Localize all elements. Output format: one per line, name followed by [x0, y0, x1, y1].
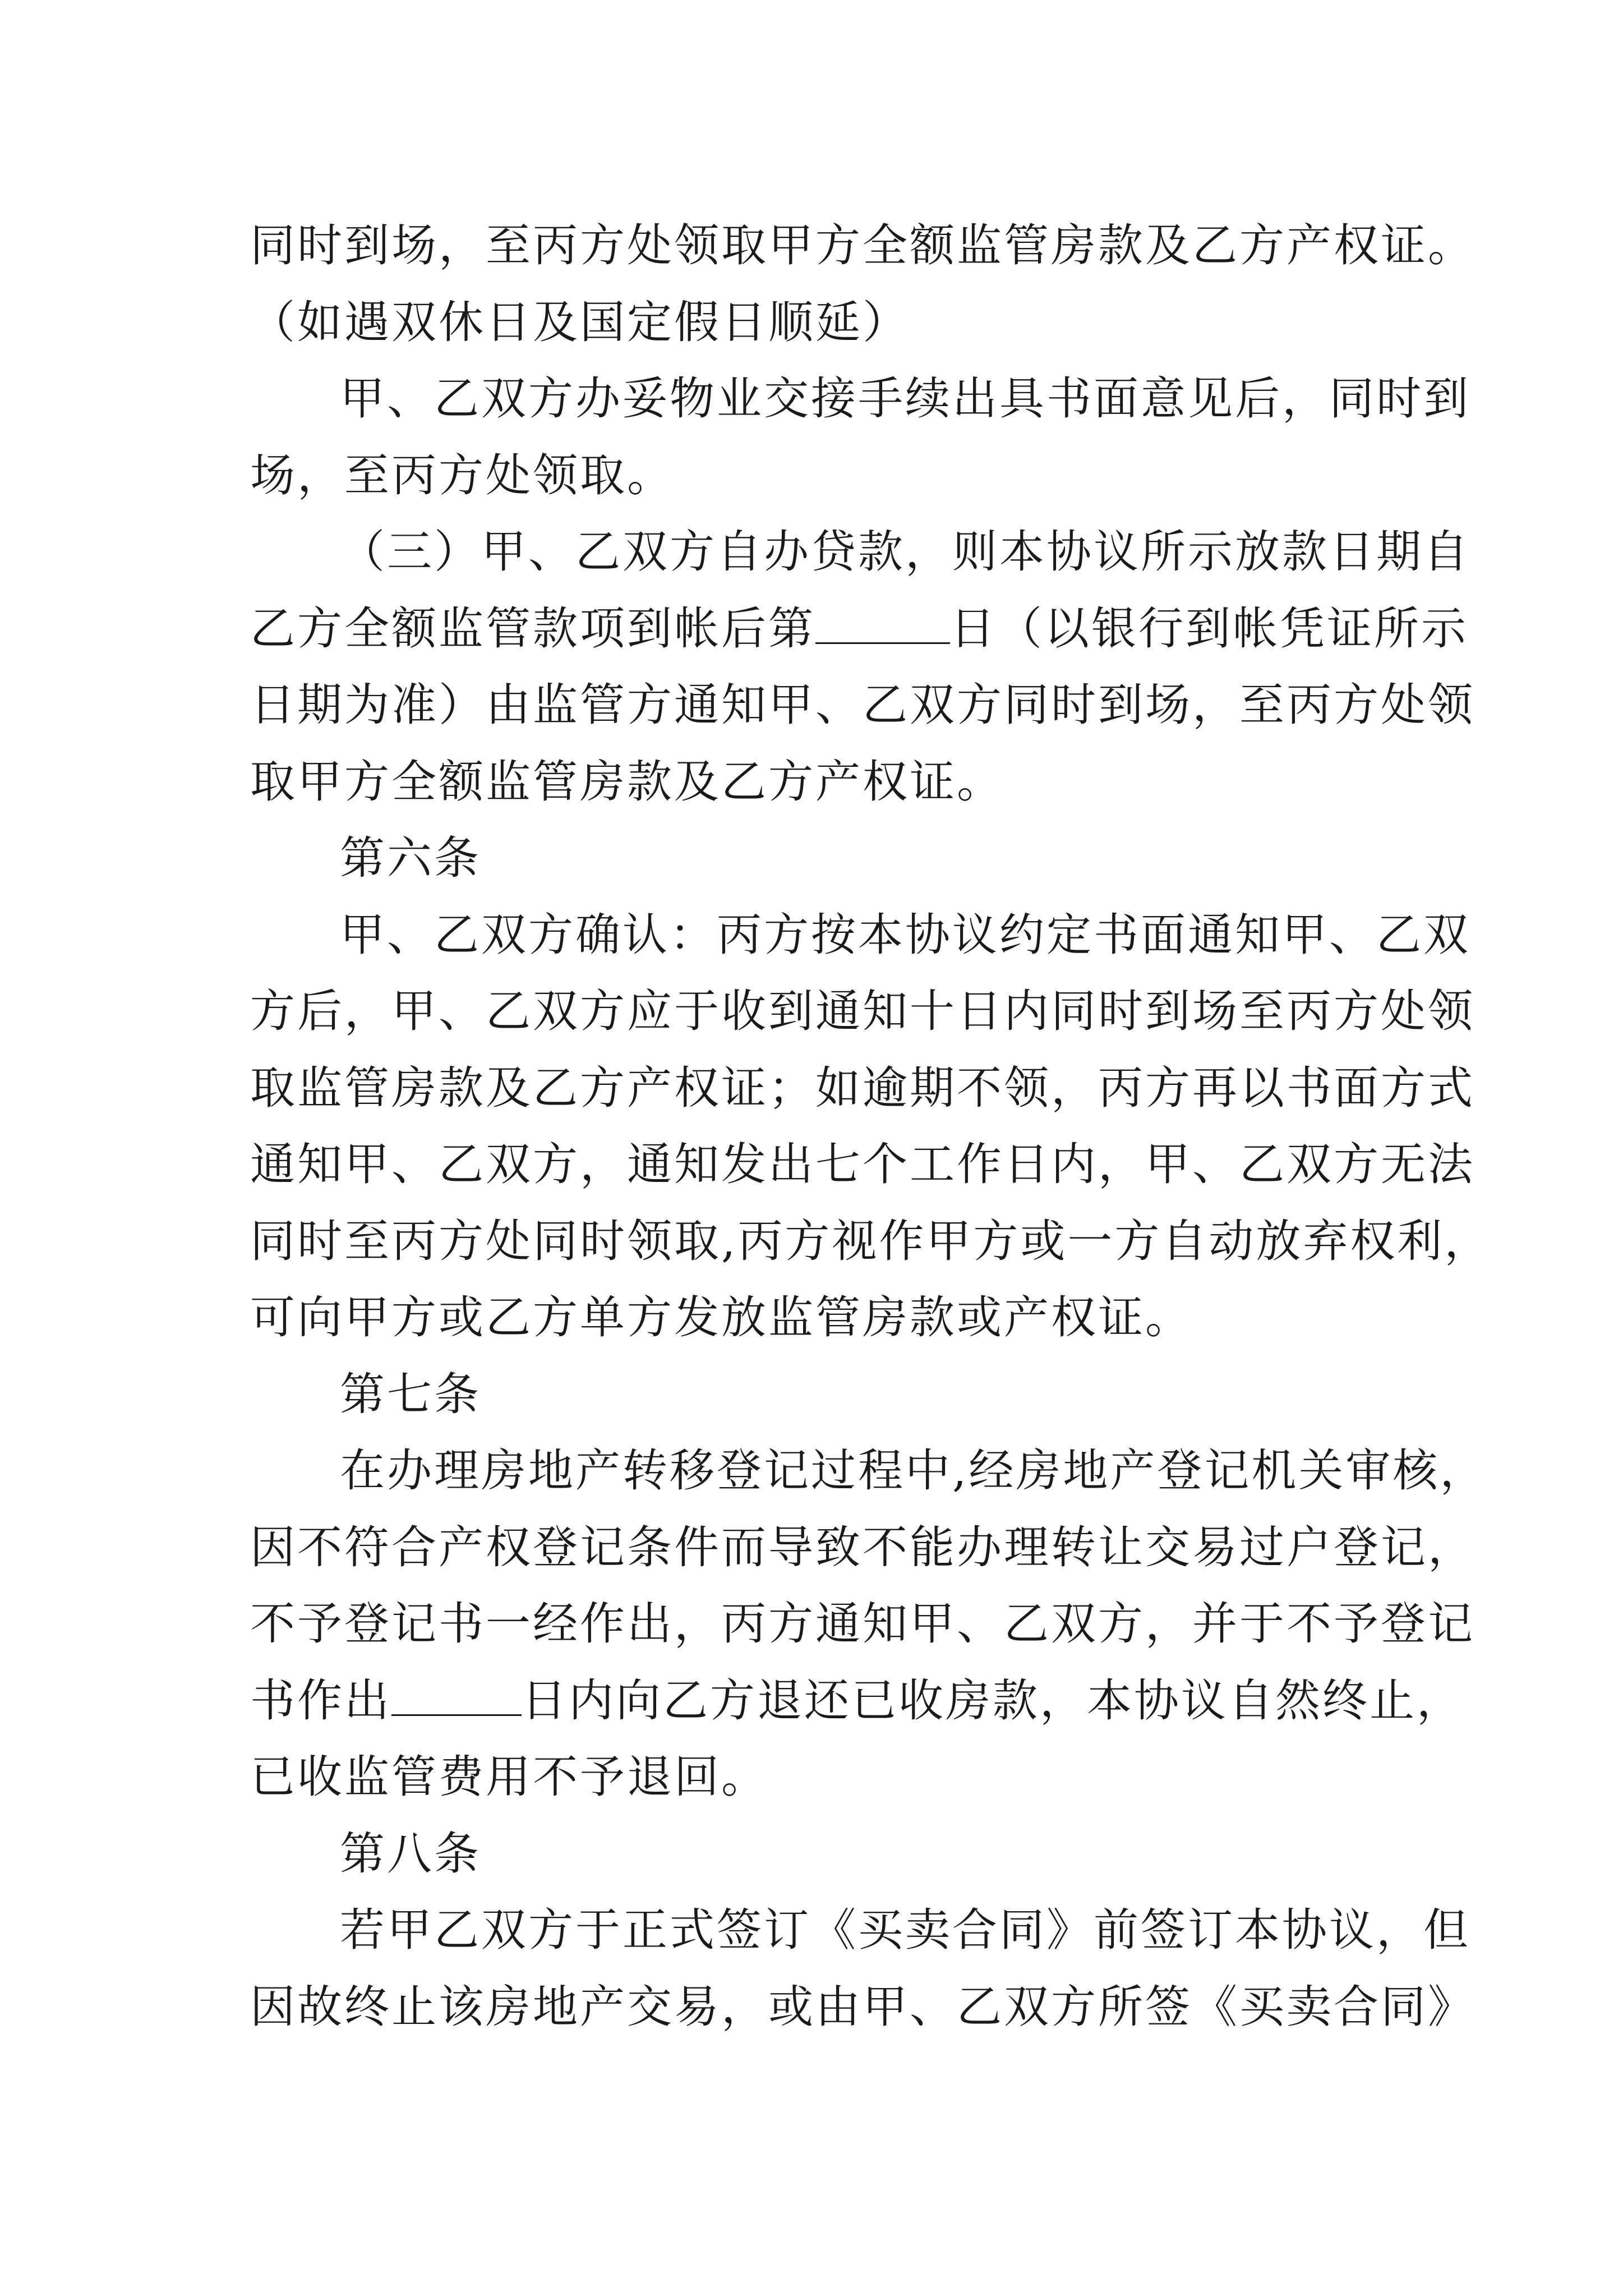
- document-body: [250, 208, 1492, 2045]
- paragraph-line: 日期为准）由监管方通知甲、乙双方同时到场，至丙方处领: [250, 679, 1475, 731]
- paragraph-line: 若甲乙双方于正式签订《买卖合同》前签订本协议，但: [340, 1904, 1470, 1956]
- paragraph-line: 可向甲方或乙方单方发放监管房款或产权证。: [250, 1291, 1192, 1343]
- text-segment: 乙方全额监管款项到帐后第: [250, 602, 815, 655]
- paragraph-line: 同时到场，至丙方处领取甲方全额监管房款及乙方产权证。: [250, 219, 1475, 272]
- paragraph-line: 同时至丙方处同时领取,丙方视作甲方或一方自动放弃权利，: [250, 1214, 1492, 1267]
- paragraph-line: 因故终止该房地产交易，或由甲、乙双方所签《买卖合同》: [250, 1980, 1475, 2033]
- fill-in-blank: [391, 1675, 522, 1716]
- paragraph-line: 在办理房地产转移登记过程中,经房地产登记机关审核，: [340, 1444, 1487, 1497]
- paragraph-line: 甲、乙双方办妥物业交接手续出具书面意见后，同时到: [340, 372, 1470, 425]
- paragraph-line: 取监管房款及乙方产权证；如逾期不领，丙方再以书面方式: [250, 1061, 1475, 1114]
- paragraph-line: [250, 1663, 1464, 1740]
- paragraph-line: 甲、乙双方确认：丙方按本协议约定书面通知甲、乙双: [340, 908, 1470, 961]
- paragraph-line: 因不符合产权登记条件而导致不能办理转让交易过户登记，: [250, 1521, 1475, 1573]
- paragraph-line: （如遇双休日及国定假日顺延）: [250, 296, 910, 348]
- paragraph-line: [250, 591, 1468, 668]
- article-heading: 第八条: [340, 1827, 481, 1880]
- paragraph-line: 方后，甲、乙双方应于收到通知十日内同时到场至丙方处领: [250, 985, 1475, 1037]
- paragraph-line: 取甲方全额监管房款及乙方产权证。: [250, 755, 1004, 808]
- paragraph-line: 场，至丙方处领取。: [250, 449, 674, 501]
- article-heading: 第七条: [340, 1368, 481, 1420]
- text-segment: 日内向乙方退还已收房款，本协议自然终止，: [522, 1674, 1464, 1727]
- paragraph-line: （三）甲、乙双方自办贷款，则本协议所示放款日期自: [340, 526, 1470, 578]
- paragraph-line: 已收监管费用不予退回。: [250, 1751, 768, 1803]
- paragraph-line: 通知甲、乙双方，通知发出七个工作日内，甲、乙双方无法: [250, 1138, 1475, 1190]
- fill-in-blank: [815, 603, 950, 644]
- text-segment: 书作出: [250, 1674, 391, 1727]
- article-heading: 第六条: [340, 832, 481, 884]
- text-segment: 日（以银行到帐凭证所示: [950, 602, 1468, 655]
- paragraph-line: 不予登记书一经作出，丙方通知甲、乙双方，并于不予登记: [250, 1598, 1475, 1650]
